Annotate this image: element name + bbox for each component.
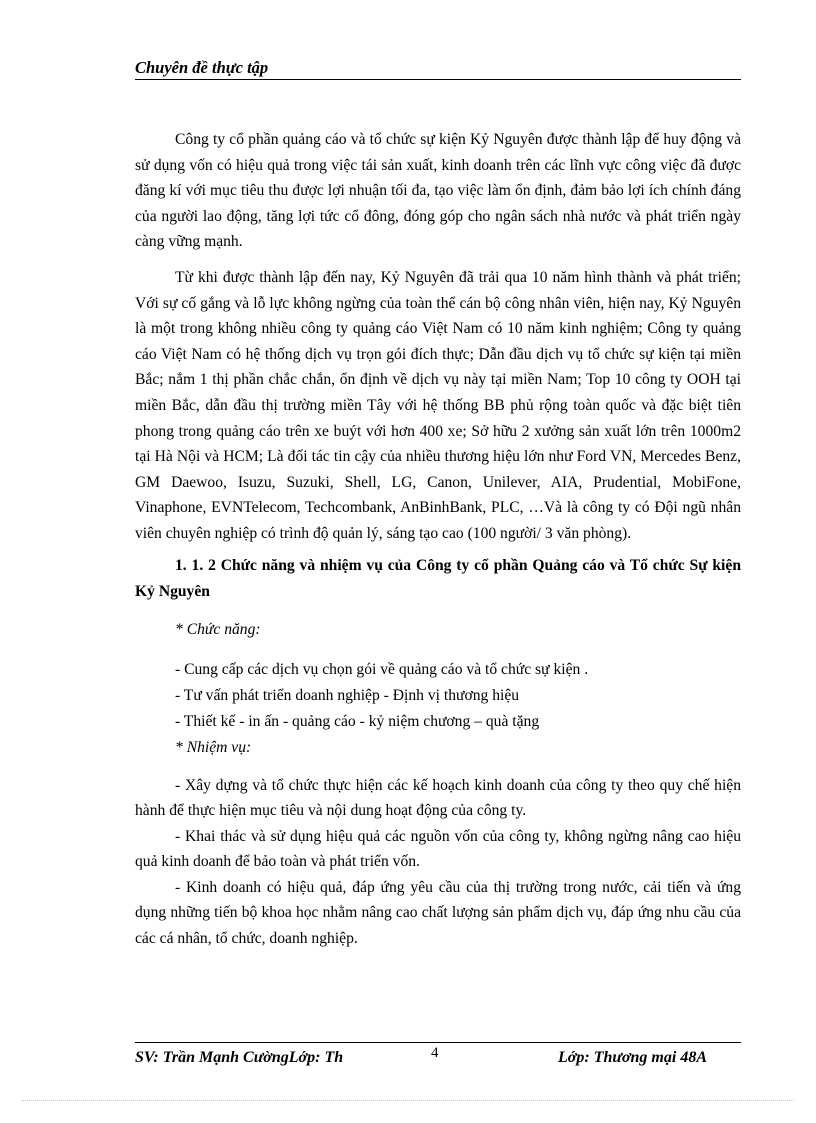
duty-item: - Kinh doanh có hiệu quả, đáp ứng yêu cầu của thị trường trong nước, cải tiến và ứng dụng những tiến bộ khoa học nhằm nâng cao chất lượng sản phẩm dịch vụ, đáp ứng nhu cầu của các cá nhân, tổ chức, doanh nghiệp. — [135, 878, 741, 948]
function-item: - Tư vấn phát triển doanh nghiệp - Định vị thương hiệu — [175, 686, 520, 704]
paragraph-history: Từ khi được thành lập đến nay, Kỷ Nguyên đã trải qua 10 năm hình thành và phát triển; Với sự cố gắng và lỗ lực không ngừng của toàn thể cán bộ công nhân viên, hiện nay, Kỷ Nguyên là một trong không nhiều công ty quảng cáo Việt Nam có 10 năm kinh nghiệm; Công ty quảng cáo Việt Nam có hệ thống dịch vụ trọn gói đích thực; Dẫn đầu dịch vụ tổ chức sự kiện tại miền Bắc; nắm 1 thị phần chắc chắn, ổn định về dịch vụ này tại miền Nam; Top 10 công ty OOH tại miền Bắc, dẫn đầu thị trường miền Tây với hệ thống BB phủ rộng toàn quốc và đặc biệt tiên phong trong quảng cáo trên xe buýt với hơn 400 xe; Sở hữu 2 xưởng sản xuất lớn trên 1000m2 tại Hà Nội và HCM; Là đối tác tin cậy của nhiều thương hiệu lớn như Ford VN, Mercedes Benz, GM Daewoo, Isuzu, Suzuki, Shell, LG, Canon, Unilever, AIA, Prudential, MobiFone, Vinaphone, EVNTelecom, Techcombank, AnBinhBank, PLC, …Và là công ty có Đội ngũ nhân viên chuyên nghiệp có trình độ quản lý, sáng tạo cao (100 người/ 3 văn phòng). — [135, 268, 741, 542]
page-number: 4 — [431, 1045, 439, 1061]
page-edge-divider — [22, 1100, 794, 1101]
section-heading: 1. 1. 2 Chức năng và nhiệm vụ của Công ty cổ phần Quảng cáo và Tổ chức Sự kiện Kỷ Nguyên — [135, 556, 741, 600]
footer-class: Lớp: Thương mại 48A — [558, 1049, 707, 1066]
page-header — [135, 58, 741, 80]
document-body — [135, 127, 741, 952]
duties-label: * Nhiệm vụ: — [175, 738, 252, 756]
function-item: - Thiết kế - in ấn - quảng cáo - kỷ niệm chương – quà tặng — [175, 712, 540, 730]
duty-item: - Xây dựng và tổ chức thực hiện các kế hoạch kinh doanh của công ty theo quy chế hiện hành để thực hiện mục tiêu và nội dung hoạt động của công ty. — [135, 776, 741, 820]
function-item: - Cung cấp các dịch vụ chọn gói về quảng cáo và tổ chức sự kiện . — [175, 660, 589, 678]
header-title: Chuyên đề thực tập — [135, 58, 269, 77]
page-footer — [135, 1042, 741, 1073]
paragraph-intro: Công ty cổ phần quảng cáo và tổ chức sự kiện Kỷ Nguyên được thành lập để huy động và sử dụng vốn có hiệu quả trong việc tái sản xuất, kinh doanh trên các lĩnh vực công việc đã được đăng kí với mục tiêu thu được lợi nhuận tối đa, tạo việc làm ổn định, đảm bảo lợi ích chính đáng của người lao động, tăng lợi tức cổ đông, đóng góp cho ngân sách nhà nước và phát triển ngày càng vững mạnh. — [135, 131, 741, 251]
functions-label: * Chức năng: — [175, 620, 261, 638]
duty-item: - Khai thác và sử dụng hiệu quả các nguồn vốn của công ty, không ngừng nâng cao hiệu quả kinh doanh để bảo toàn và phát triển vốn. — [135, 827, 741, 871]
footer-student: SV: Trần Mạnh CườngLớp: Th — [135, 1049, 344, 1066]
